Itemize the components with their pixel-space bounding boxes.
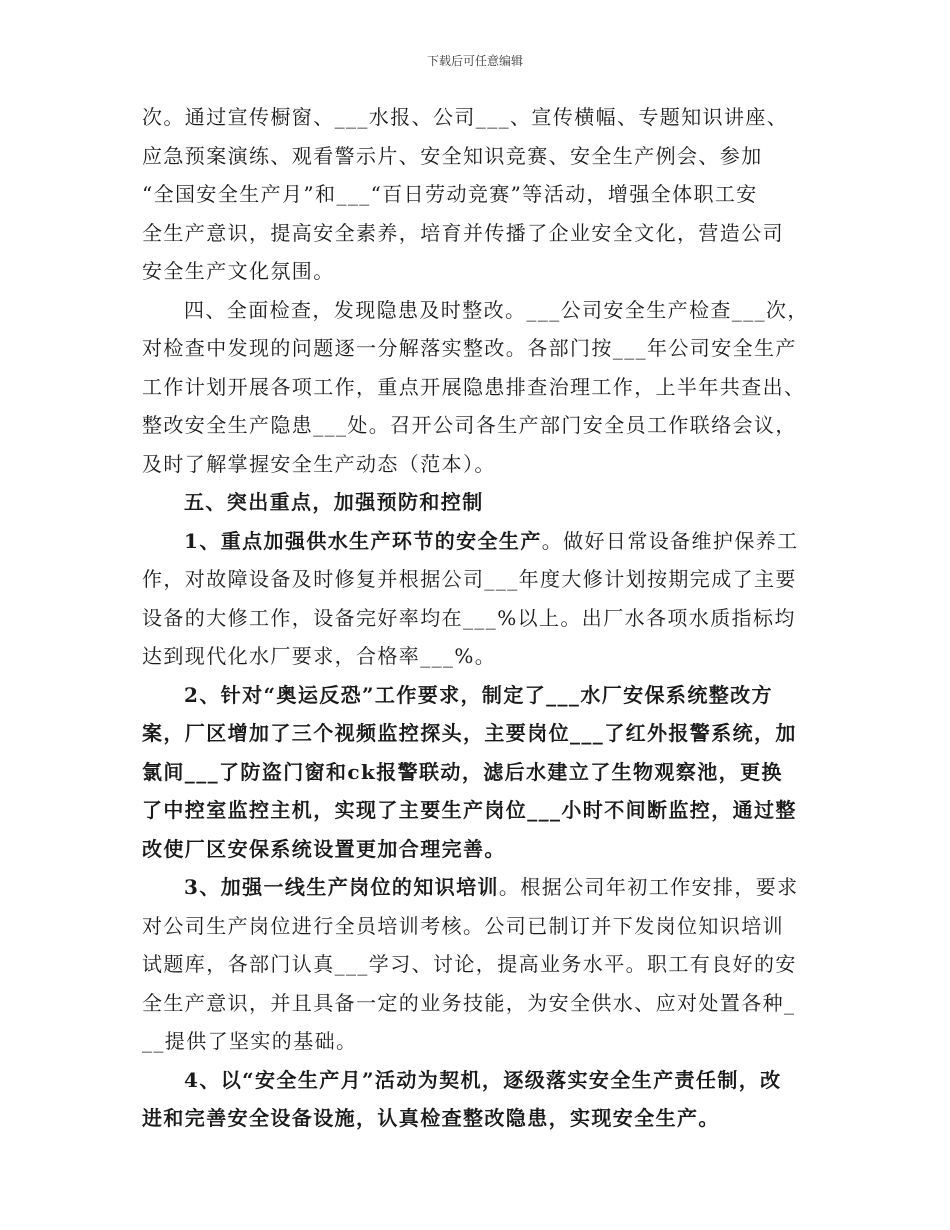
paragraph-line: 作，对故障设备及时修复并根据公司___年度大修计划按期完成了主要 xyxy=(142,567,797,591)
paragraph-line-bold: 了中控室监控主机，实现了主要生产岗位___小时不间断监控，通过整 xyxy=(142,798,797,822)
section-five-heading: 五、突出重点，加强预防和控制 xyxy=(184,490,484,514)
item-two-line: 2、针对“奥运反恐”工作要求，制定了___水厂安保系统整改方 xyxy=(184,682,773,707)
paragraph-line: __提供了坚实的基础。 xyxy=(142,1029,358,1053)
paragraph-line: 达到现代化水厂要求，合格率___%。 xyxy=(142,644,497,668)
item-four-line: 4、以“安全生产月”活动为契机，逐级落实安全生产责任制，改 xyxy=(184,1067,782,1092)
paragraph-line: 应急预案演练、观看警示片、安全知识竞赛、安全生产例会、参加 xyxy=(142,143,763,168)
paragraph-line: 及时了解掌握安全生产动态（范本）。 xyxy=(142,451,496,476)
paragraph-line: 全生产意识，并且具备一定的业务技能，为安全供水、应对处置各种_ xyxy=(142,990,796,1015)
paragraph-line: 整改安全生产隐患___处。召开公司各生产部门安全员工作联络会议， xyxy=(142,413,797,437)
section-four-line: 四、全面检查，发现隐患及时整改。___公司安全生产检查___次， xyxy=(184,297,809,322)
item-three-line xyxy=(142,868,842,907)
paragraph-line: 安全生产文化氛围。 xyxy=(142,259,335,283)
paragraph-line: “全国安全生产月”和___“百日劳动竞赛”等活动，增强全体职工安 xyxy=(142,182,758,206)
paragraph-line: 对公司生产岗位进行全员培训考核。公司已制订并下发岗位知识培训 xyxy=(142,913,784,938)
page-header-note: 下载后可任意编辑 xyxy=(426,54,523,68)
paragraph-line: 全生产意识，提高安全素养，培育并传播了企业安全文化，营造公司 xyxy=(142,220,784,245)
paragraph-line: 试题库，各部门认真___学习、讨论，提高业务水平。职工有良好的安 xyxy=(142,952,797,976)
document-body xyxy=(142,98,842,1138)
paragraph-line: 设备的大修工作，设备完好率均在___%以上。出厂水各项水质指标均 xyxy=(142,605,796,630)
paragraph-line: 对检查中发现的问题逐一分解落实整改。各部门按___年公司安全生产 xyxy=(142,336,797,360)
paragraph-line: 工作计划开展各项工作，重点开展隐患排查治理工作，上半年共查出、 xyxy=(142,374,806,399)
item-one-title: 1、重点加强供水生产环节的安全生产 xyxy=(184,528,542,553)
item-three-title: 3、加强一线生产岗位的知识培训 xyxy=(184,875,499,899)
paragraph-line-bold: 氯间___了防盗门窗和ck报警联动，滤后水建立了生物观察池，更换 xyxy=(142,759,783,784)
item-one-rest: 。做好日常设备维护保养工 xyxy=(541,528,799,553)
item-one-line xyxy=(142,522,842,561)
paragraph-line-bold: 改使厂区安保系统设置更加合理完善。 xyxy=(142,836,506,861)
paragraph-line-bold: 案，厂区增加了三个视频监控探头，主要岗位___了红外报警系统，加 xyxy=(142,721,797,745)
item-three-rest: 。根据公司年初工作安排，要求 xyxy=(498,875,799,899)
paragraph-line: 次。通过宣传橱窗、___水报、公司___、宣传横幅、专题知识讲座、 xyxy=(142,105,789,129)
paragraph-line-bold: 进和完善安全设备设施，认真检查整改隐患，实现安全生产。 xyxy=(142,1106,720,1130)
